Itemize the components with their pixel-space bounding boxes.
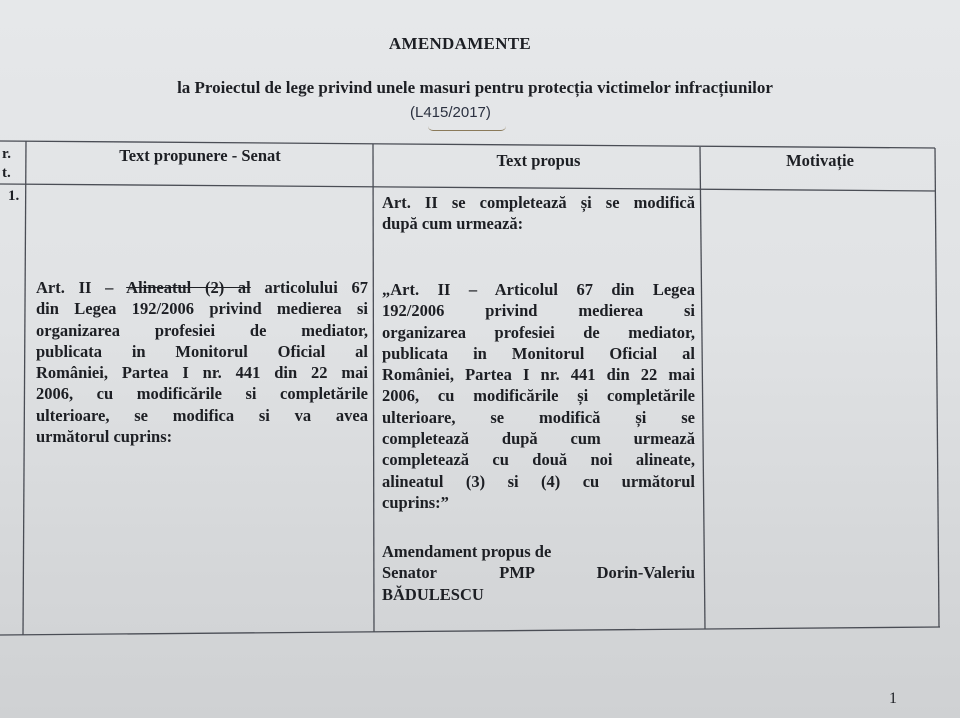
senat-line: României, Partea I nr. 441 din 22 mai bbox=[36, 363, 368, 383]
senat-line: din Legea 192/2006 privind medierea si bbox=[36, 299, 368, 319]
senat-line: următorul cuprins: bbox=[36, 427, 173, 447]
senat-line: 2006, cu modificările si completările bbox=[36, 384, 368, 404]
propus-line: 192/2006 privind medierea si bbox=[382, 301, 695, 321]
table-bottom-border bbox=[0, 627, 940, 635]
propus-line: publicata in Monitorul Oficial al bbox=[382, 343, 695, 363]
propus-line: completează cu două noi alineate, bbox=[382, 450, 695, 470]
propus-line: „Art. II – Articolul 67 din Legea bbox=[382, 280, 695, 299]
senat-line: ulterioare, se modifica si va avea bbox=[36, 405, 368, 425]
senat-text bbox=[36, 277, 368, 447]
propus-body bbox=[382, 279, 695, 513]
propus-intro bbox=[382, 192, 695, 235]
col-divider-3 bbox=[700, 147, 705, 629]
propus-line: completează după cum urmează bbox=[382, 429, 695, 449]
header-text-propus: Text propus bbox=[496, 151, 581, 170]
propus-line: 2006, cu modificările și completările bbox=[382, 386, 695, 406]
struck-text: Alineatul (2) al bbox=[126, 278, 251, 297]
table-right-border bbox=[935, 148, 939, 627]
propus-intro-line: după cum urmează: bbox=[382, 214, 524, 234]
document-title: AMENDAMENTE bbox=[388, 34, 532, 53]
header-text-senat: Text propunere - Senat bbox=[119, 146, 281, 165]
row-number: 1. bbox=[8, 188, 20, 204]
propus-line: cuprins:” bbox=[382, 492, 449, 512]
header-bottom-border bbox=[0, 184, 936, 191]
author-line: Amendament propus de bbox=[382, 542, 552, 561]
header-motivatie: Motivație bbox=[786, 151, 854, 170]
propus-line: alineatul (3) si (4) cu următorul bbox=[382, 471, 695, 491]
col-divider-2 bbox=[373, 144, 374, 632]
document-code: (L415/2017) bbox=[410, 104, 491, 121]
propus-intro-line: Art. II se completează și se modifică bbox=[382, 193, 695, 212]
page-number: 1 bbox=[889, 690, 897, 707]
amendment-author bbox=[382, 541, 695, 605]
senat-line: publicata in Monitorul Oficial al bbox=[36, 341, 368, 361]
propus-line: organizarea profesiei de mediator, bbox=[382, 322, 695, 342]
propus-line: României, Partea I nr. 441 din 22 mai bbox=[382, 365, 695, 385]
senat-line: organizarea profesiei de mediator, bbox=[36, 320, 368, 340]
propus-line: ulterioare, se modifică și se bbox=[382, 407, 695, 427]
header-nr-line1: r. bbox=[2, 146, 12, 162]
senat-line-1: Art. II – Alineatul (2) al articolului 67 bbox=[36, 278, 369, 297]
author-name: BĂDULESCU bbox=[382, 584, 484, 604]
col-divider-1 bbox=[23, 141, 26, 635]
author-line: Senator PMP Dorin-Valeriu bbox=[382, 563, 695, 583]
document-subtitle: la Proiectul de lege privind unele masuri pentru protecția victimelor infracțiunilor bbox=[177, 78, 773, 97]
header-nr-line2: t. bbox=[2, 165, 11, 181]
